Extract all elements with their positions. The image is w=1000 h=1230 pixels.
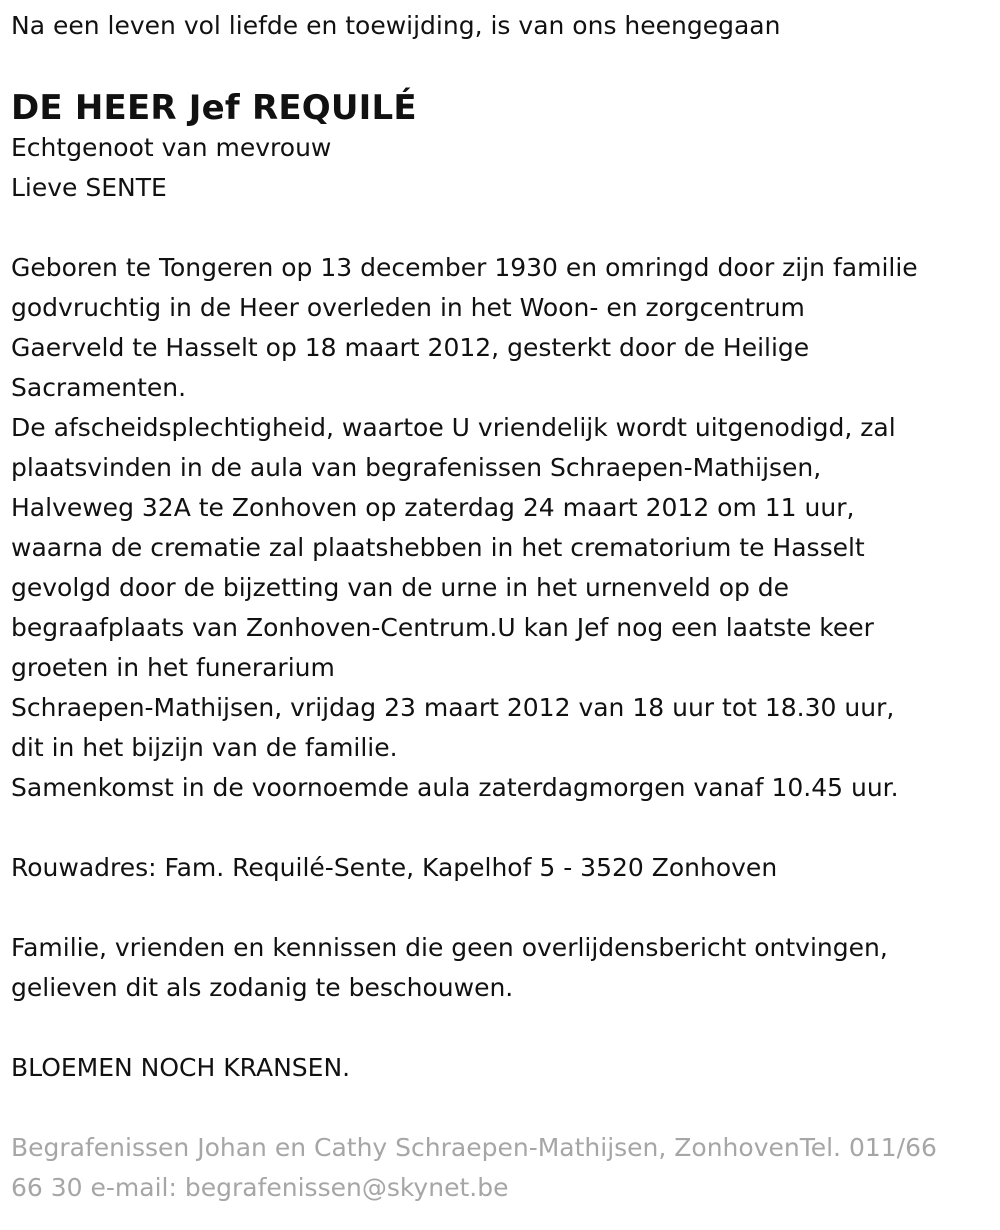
body-line: godvruchtig in de Heer overleden in het Woon- en zorgcentrum [11,293,805,322]
spacer [11,1008,988,1048]
body-line: Geboren te Tongeren op 13 december 1930 en omringd door zijn familie [11,253,918,282]
body-line: De afscheidsplechtigheid, waartoe U vriendelijk wordt uitgenodigd, zal [11,413,896,442]
mourning-address: Rouwadres: Fam. Requilé-Sente, Kapelhof 5 - 3520 Zonhoven [11,853,778,882]
spacer [11,1088,988,1128]
body-line: Schraepen-Mathijsen, vrijdag 23 maart 2012 van 18 uur tot 18.30 uur, [11,693,895,722]
body-line: gevolgd door de bijzetting van de urne in het urnenveld op de [11,573,790,602]
spacer [11,208,988,248]
spouse-name: Lieve SENTE [11,173,167,202]
body-line: Samenkomst in de voornoemde aula zaterdagmorgen vanaf 10.45 uur. [11,773,899,802]
deceased-name-heading: DE HEER Jef REQUILÉ [11,88,417,128]
spacer [11,808,988,848]
notice-block [11,928,988,1008]
body-line: plaatsvinden in de aula van begrafenissen Schraepen-Mathijsen, [11,453,822,482]
body-line: begraafplaats van Zonhoven-Centrum.U kan Jef nog een laatste keer [11,613,874,642]
body-line: Sacramenten. [11,373,187,402]
notice-line: Familie, vrienden en kennissen die geen overlijdensbericht ontvingen, [11,933,888,962]
intro-text: Na een leven vol liefde en toewijding, is van ons heengegaan [11,11,781,40]
body-line: dit in het bijzijn van de familie. [11,733,398,762]
body-line: Halveweg 32A te Zonhoven op zaterdag 24 maart 2012 om 11 uur, [11,493,855,522]
spacer [11,888,988,928]
notice-line: gelieven dit als zodanig te beschouwen. [11,973,514,1002]
body-line: Gaerveld te Hasselt op 18 maart 2012, gesterkt door de Heilige [11,333,810,362]
spouse-line: Echtgenoot van mevrouw [11,133,332,162]
spouse-block [11,128,988,208]
footer-line: 66 30 e-mail: begrafenissen@skynet.be [11,1173,509,1202]
footer-line: Begrafenissen Johan en Cathy Schraepen-Mathijsen, ZonhovenTel. 011/66 [11,1133,937,1162]
body-line: waarna de crematie zal plaatshebben in het crematorium te Hasselt [11,533,865,562]
announcement-body [11,248,988,808]
flowers-note: BLOEMEN NOCH KRANSEN. [11,1053,351,1082]
funeral-home-footer [11,1128,988,1208]
body-line: groeten in het funerarium [11,653,335,682]
